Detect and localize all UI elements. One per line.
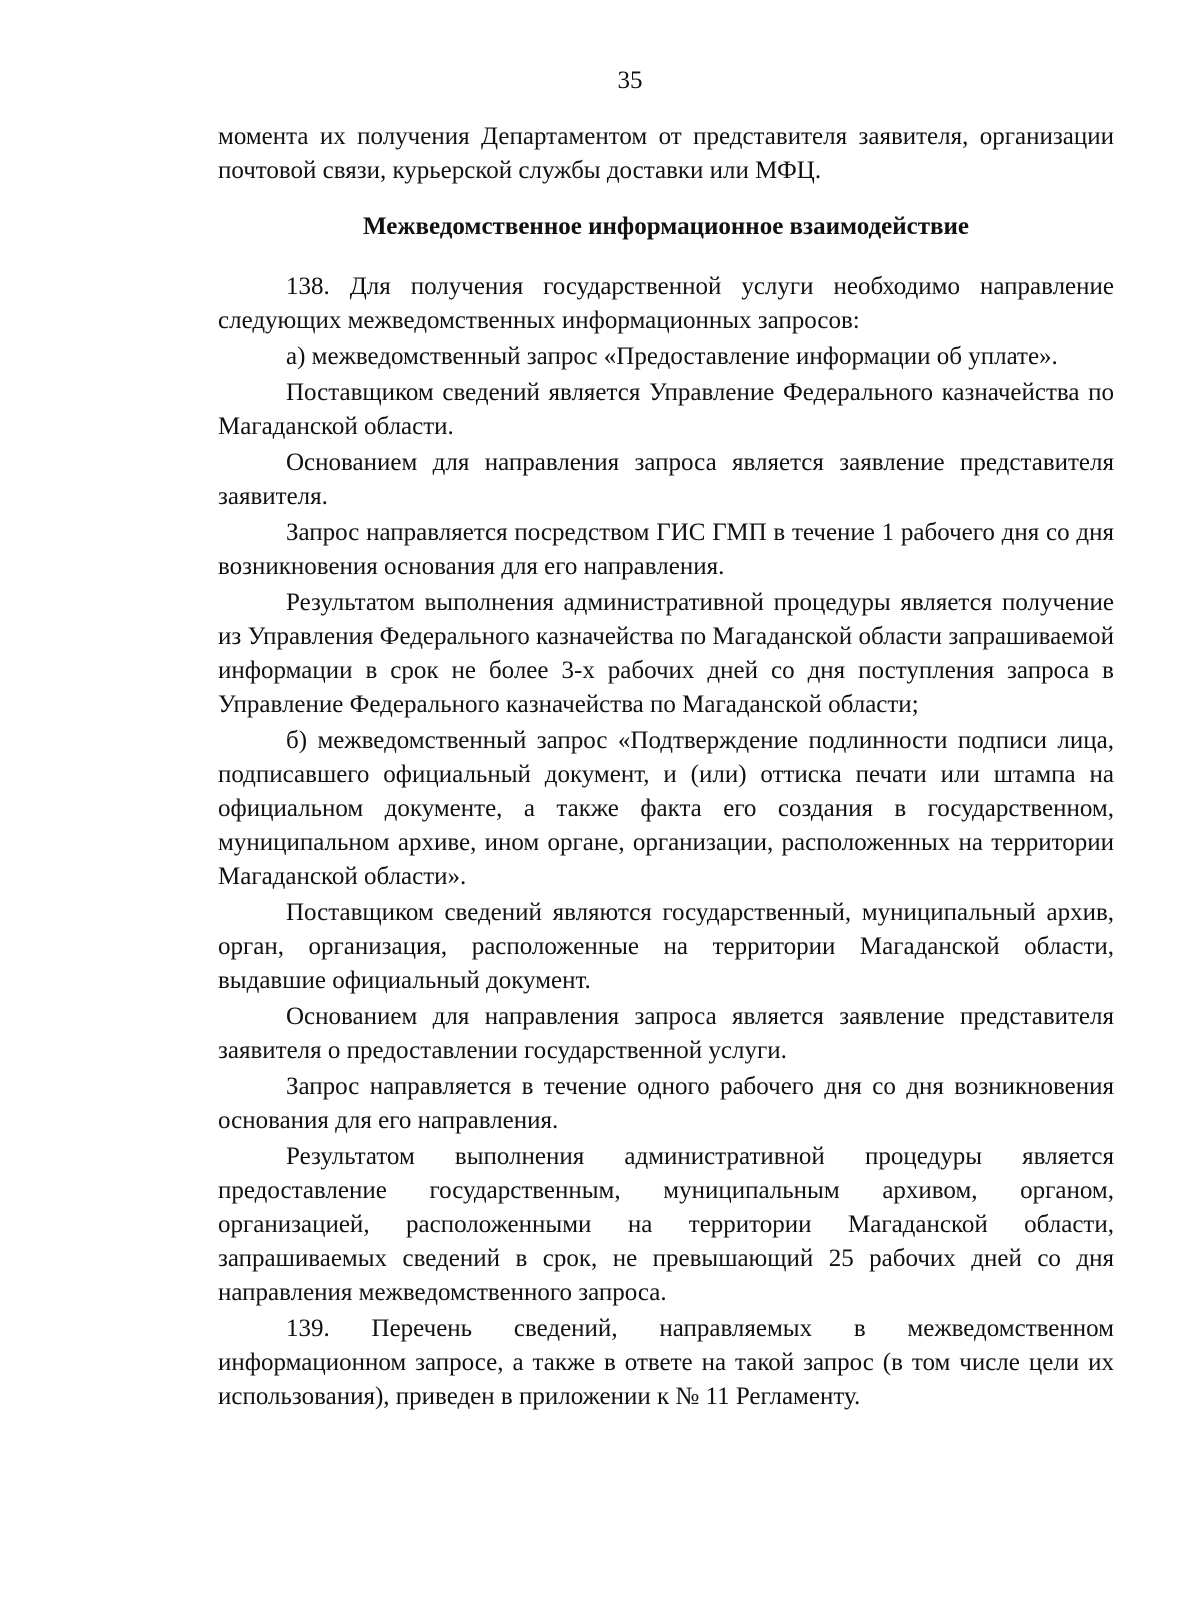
page-number: 35 [617, 67, 643, 94]
paragraph-basis-a: Основанием для направления запроса является заявление представителя заявителя. [218, 449, 1114, 510]
paragraph-provider-a: Поставщиком сведений является Управление Федерального казначейства по Магаданской области. [218, 379, 1114, 440]
section-heading: Межведомственное информационное взаимодействие [363, 213, 969, 240]
document-body [218, 120, 1114, 1416]
paragraph-result-b: Результатом выполнения административной процедуры является предоставление государственным, муниципальным архивом, органом, организацией, расположенными на территории Магаданской области, запрашиваемых сведений в срок, не превышающий 25 рабочих дней со дня направления межведомственного запроса. [218, 1143, 1114, 1306]
paragraph-138: 138. Для получения государственной услуги необходимо направление следующих межведомственных информационных запросов: [218, 273, 1114, 334]
paragraph-item-b: б) межведомственный запрос «Подтверждение подлинности подписи лица, подписавшего официальный документ, и (или) оттиска печати или штампа на официальном документе, а также факта его создания в государственном, муниципальном архиве, ином органе, организации, расположенных на территории Магаданской области». [218, 727, 1114, 890]
paragraph-continuation: момента их получения Департаментом от представителя заявителя, организации почтовой связи, курьерской службы доставки или МФЦ. [218, 123, 1114, 184]
paragraph-basis-b: Основанием для направления запроса является заявление представителя заявителя о предоставлении государственной услуги. [218, 1003, 1114, 1064]
paragraph-result-a: Результатом выполнения административной процедуры является получение из Управления Федерального казначейства по Магаданской области запрашиваемой информации в срок не более 3-х рабочих дней со дня поступления запроса в Управление Федерального казначейства по Магаданской области; [218, 589, 1114, 718]
paragraph-139: 139. Перечень сведений, направляемых в межведомственном информационном запросе, а также в ответе на такой запрос (в том числе цели их использования), приведен в приложении к № 11 Регламенту. [218, 1315, 1114, 1410]
paragraph-request-b: Запрос направляется в течение одного рабочего дня со дня возникновения основания для его направления. [218, 1073, 1114, 1134]
paragraph-item-a: а) межведомственный запрос «Предоставление информации об уплате». [286, 343, 1058, 370]
paragraph-provider-b: Поставщиком сведений являются государственный, муниципальный архив, орган, организация, расположенные на территории Магаданской области, выдавшие официальный документ. [218, 899, 1114, 994]
paragraph-request-a: Запрос направляется посредством ГИС ГМП в течение 1 рабочего дня со дня возникновения основания для его направления. [218, 519, 1114, 580]
